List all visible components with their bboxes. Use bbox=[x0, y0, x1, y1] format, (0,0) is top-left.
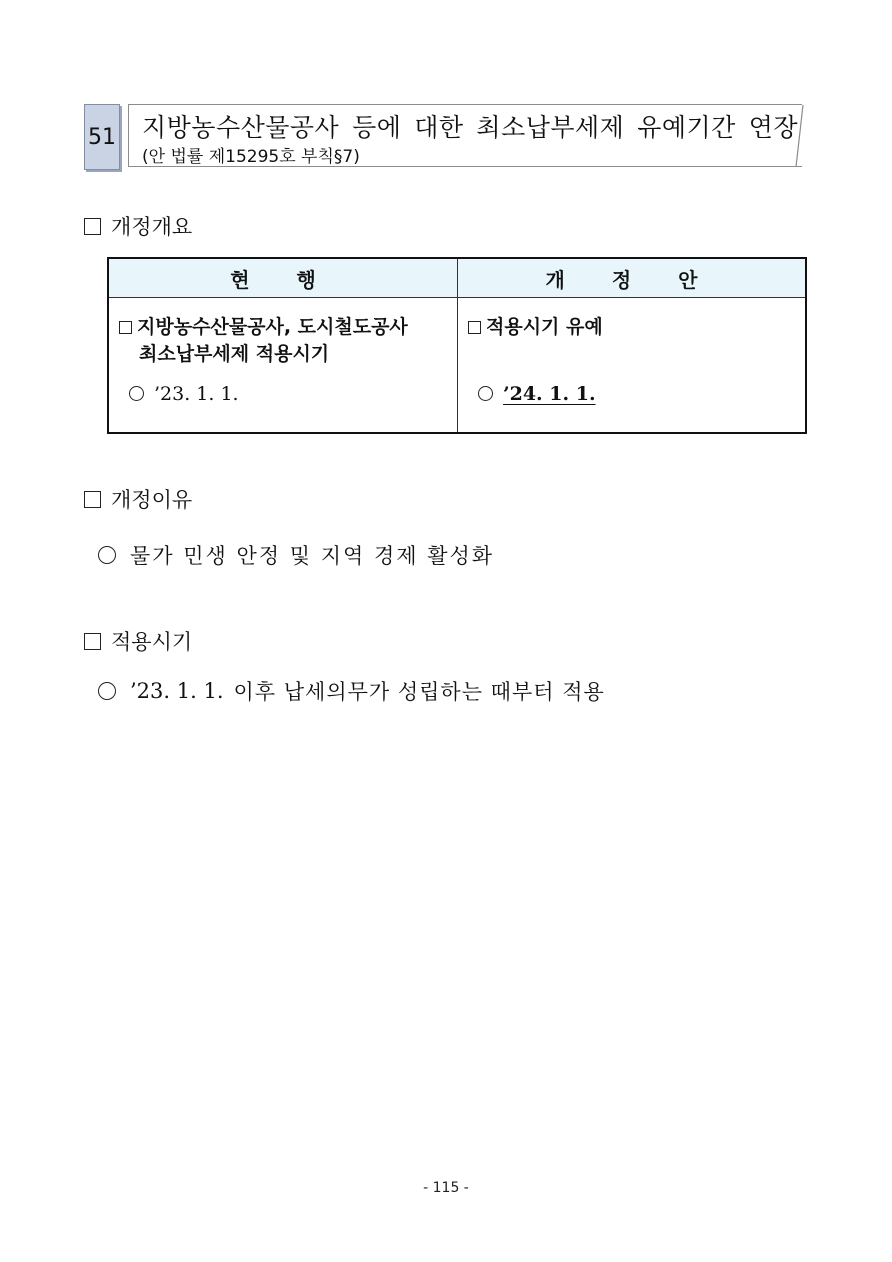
applies-item bbox=[98, 676, 605, 706]
circle-bullet-icon bbox=[478, 386, 493, 401]
section-applies-label: 적용시기 bbox=[111, 630, 193, 654]
circle-bullet-icon bbox=[98, 682, 116, 700]
proposed-date-text: ’24. 1. 1. bbox=[503, 383, 596, 405]
reason-text: 물가 민생 안정 및 지역 경제 활성화 bbox=[130, 544, 495, 568]
current-item bbox=[119, 314, 408, 341]
page-title: 지방농수산물공사 등에 대한 최소납부세제 유예기간 연장 bbox=[142, 113, 798, 142]
proposed-item bbox=[468, 314, 603, 341]
item-number: 51 bbox=[88, 124, 116, 150]
square-icon bbox=[119, 321, 132, 334]
applies-date: ’23. 1. 1. bbox=[130, 679, 224, 703]
page-number: - 115 - bbox=[423, 1180, 469, 1196]
applies-text: 이후 납세의무가 성립하는 때부터 적용 bbox=[233, 680, 605, 704]
current-item-line1: 지방농수산물공사, 도시철도공사 bbox=[137, 316, 408, 338]
checkbox-icon bbox=[84, 633, 101, 650]
section-reason-label: 개정이유 bbox=[111, 488, 193, 512]
item-number-badge bbox=[84, 104, 120, 170]
column-divider bbox=[457, 259, 458, 432]
circle-bullet-icon bbox=[129, 386, 144, 401]
section-reason bbox=[84, 484, 192, 514]
current-date-text: ’23. 1. 1. bbox=[154, 383, 239, 405]
square-icon bbox=[468, 321, 481, 334]
reason-item bbox=[98, 540, 494, 570]
section-overview-label: 개정개요 bbox=[111, 215, 193, 239]
section-overview bbox=[84, 211, 192, 241]
checkbox-icon bbox=[84, 218, 101, 235]
current-date bbox=[129, 383, 239, 405]
circle-bullet-icon bbox=[98, 546, 116, 564]
proposed-date bbox=[478, 383, 596, 405]
checkbox-icon bbox=[84, 491, 101, 508]
comparison-table bbox=[107, 257, 807, 434]
column-header-proposed: 개 정 안 bbox=[458, 259, 805, 298]
section-applies bbox=[84, 626, 192, 656]
proposed-item-text: 적용시기 유예 bbox=[486, 316, 603, 338]
page-subtitle: (안 법률 제15295호 부칙§7) bbox=[142, 147, 360, 167]
column-header-current: 현 행 bbox=[109, 259, 457, 298]
current-item-line2: 최소납부세제 적용시기 bbox=[139, 343, 330, 365]
